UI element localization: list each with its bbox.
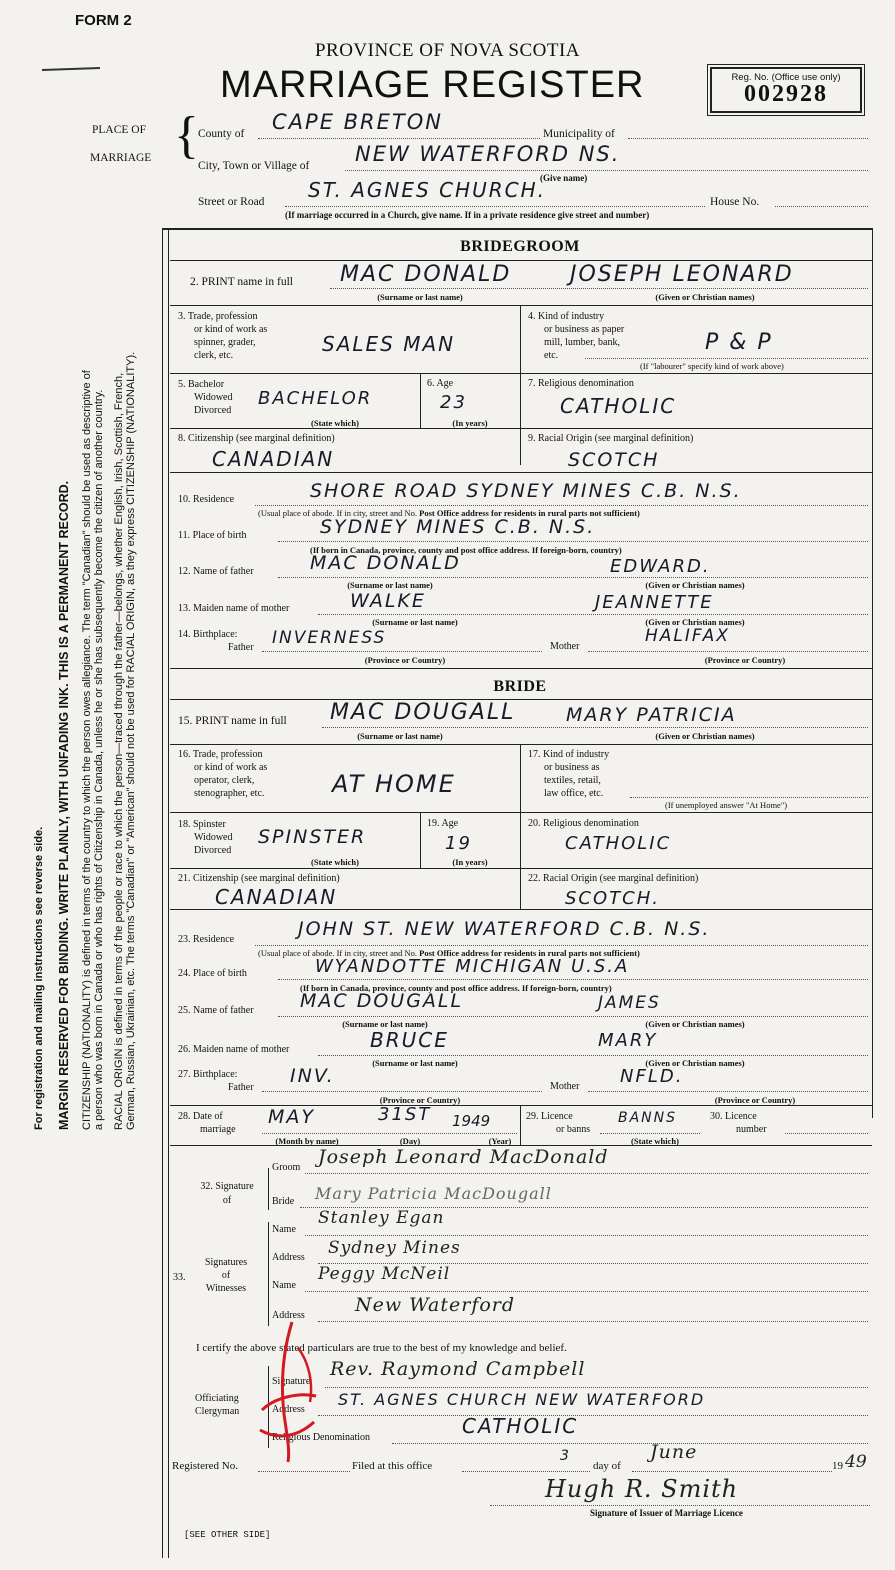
city-value: NEW WATERFORD NS. [355,142,621,166]
bride-father-label: 25. Name of father [178,1005,254,1016]
sig32-l2: of [222,1195,232,1206]
rule [268,1222,269,1326]
rule [170,373,872,374]
bride-industry-label [528,748,609,800]
rule [170,305,872,306]
groom-status: BACHELOR [258,388,373,409]
clergy-addr-label: Address [272,1404,305,1415]
bride-industry-l2: or business as [544,762,600,773]
groom-mother-given: JEANNETTE [595,592,714,613]
bride-birthplace: WYANDOTTE MICHIGAN U.S.A [315,956,630,977]
w2-addr-label: Address [272,1310,305,1321]
bride-status-l1: 18. Spinster [178,819,226,830]
groom-status-l2: Widowed [194,392,233,403]
bride-industry-l3: textiles, retail, [544,775,601,786]
groom-sig-label: Groom [272,1162,301,1173]
rule [170,428,872,429]
municipality-line [628,138,868,139]
groom-father-given: EDWARD. [610,556,711,577]
groom-bp-mother: HALIFAX [645,626,730,646]
sig32-label [192,1180,262,1208]
bride-bp-father-label: Father [228,1082,254,1093]
marriage-month: MAY [268,1106,315,1128]
bride-heading: BRIDE [493,678,547,695]
rule [170,260,872,261]
frame-left-inner [168,228,169,1558]
registered-label: Registered No. [172,1460,238,1472]
issuer-caption: Signature of Issuer of Marriage Licence [590,1508,743,1518]
bride-bp-father-line [262,1091,542,1092]
bride-bp-mother-label: Mother [550,1081,580,1092]
house-no-label: House No. [710,196,760,208]
off-l1: Officiating [195,1393,239,1404]
groom-residence-label: 10. Residence [178,494,235,505]
bride-age-caption: (In years) [452,857,488,867]
bride-birthplace-line [278,979,868,980]
bride-citizenship: CANADIAN [215,885,338,909]
witness1-name: Stanley Egan [318,1208,445,1228]
bride-trade-l2: or kind of work as [194,762,268,773]
rule [170,472,872,473]
bride-racial: SCOTCH. [565,888,660,909]
groom-surname-caption: (Surname or last name) [377,292,463,302]
form-label: FORM 2 [75,12,132,29]
marriage-year: 1949 [452,1112,491,1130]
bride-trade: AT HOME [332,770,456,798]
groom-religion-label: 7. Religious denomination [528,378,634,389]
w2-name-label: Name [272,1280,296,1291]
filed-year: 49 [845,1452,867,1472]
bride-surname: MAC DOUGALL [330,700,516,725]
groom-mother-surname: WALKE [350,590,426,612]
frame-left-outer [162,228,163,1558]
groom-status-l3: Divorced [194,405,232,416]
bride-bp-label [178,1068,254,1094]
street-label: Street or Road [198,196,265,208]
wit-l1: Signatures [204,1257,248,1268]
filed-line [462,1471,590,1472]
sidebar-line-2: MARGIN RESERVED FOR BINDING. WRITE PLAINLY, WITH UNFADING INK. THIS IS A PERMANENT RECORD. [57,480,71,1130]
city-label: City, Town or Village of [198,160,310,172]
frame-right [872,228,873,1118]
bride-surname-cap: (Surname or last name) [357,731,443,741]
month-cap: (Month by name) [275,1136,339,1146]
rule [170,699,872,700]
street-note: (If marriage occurred in a Church, give name. If in a private residence give street and number) [285,210,650,220]
street-value: ST. AGNES CHURCH. [308,178,546,202]
groom-bp-mother-label: Mother [550,641,580,652]
city-line [345,170,868,171]
bride-bp-l1: 27. Birthplace: [178,1069,238,1080]
w1-name-label: Name [272,1224,296,1235]
street-line [285,206,705,207]
bride-given-cap: (Given or Christian names) [655,731,755,741]
groom-trade: SALES MAN [322,332,456,356]
date-line [262,1133,517,1134]
rule [170,909,872,910]
day-cap: (Day) [399,1136,421,1146]
page-title: MARRIAGE REGISTER [220,64,645,106]
bride-residence-note-a: (Usual place of abode. If in city, street and No. [258,948,418,958]
groom-bp-mother-cap: (Province or Country) [704,655,786,665]
day-of-label: day of [593,1460,621,1472]
clergy-rel-label: Religious Denomination [272,1432,371,1443]
bride-citizenship-label: 21. Citizenship (see marginal definition) [178,873,340,884]
bride-mother-surname: BRUCE [370,1028,449,1052]
groom-trade-label [178,310,267,362]
municipality-label: Municipality of [543,128,615,140]
bride-residence-note-b: Post Office address for residents in rural parts not sufficient) [419,948,640,958]
date-label [178,1110,236,1136]
groom-citizenship: CANADIAN [212,447,335,471]
rule [170,812,872,813]
groom-racial: SCOTCH [568,449,660,471]
wit-l3: Witnesses [205,1283,247,1294]
w1-addr-label: Address [272,1252,305,1263]
groom-signature: Joseph Leonard MacDonald [318,1146,609,1168]
groom-industry: P & P [705,330,773,355]
bride-trade-l1: 16. Trade, profession [178,749,263,760]
bride-residence-line [255,945,868,946]
groom-father-surname: MAC DONALD [310,552,461,574]
brace: { [174,107,199,164]
bride-father-line [278,1016,868,1017]
groom-residence: SHORE ROAD SYDNEY MINES C.B. N.S. [310,480,742,502]
clergy-rel-line [392,1443,868,1444]
clergy-address: ST. AGNES CHURCH NEW WATERFORD [338,1390,706,1409]
issuer-signature: Hugh R. Smith [545,1475,739,1503]
bride-trade-l4: stenographer, etc. [194,788,265,799]
bride-status: SPINSTER [258,826,367,848]
sidebar-line-4: a person who was born in Canada or who has rights of Citizenship in Canada, unless he or she has subsequently become the citizen of another country. [93,389,105,1130]
sidebar-instructions [25,130,137,1130]
wit-num: 33. [173,1272,186,1283]
county-label: County of [198,128,245,140]
bride-mother-given: MARY [598,1030,658,1051]
groom-trade-l4: clerk, etc. [194,350,234,361]
rule [420,812,421,868]
groom-trade-l3: spinner, grader, [194,337,256,348]
bride-status-label [178,818,232,857]
clergy-sig-line [325,1387,868,1388]
groom-bp-label [178,628,254,654]
bride-trade-l3: operator, clerk, [194,775,255,786]
county-line [258,138,540,139]
bride-mother-given-cap: (Given or Christian names) [645,1058,745,1068]
w2-name-line [305,1291,868,1292]
bride-trade-label [178,748,267,800]
groom-industry-label [528,310,624,362]
filed-month: June [650,1441,698,1463]
bride-birthplace-label: 24. Place of birth [178,968,247,979]
see-other-side: [SEE OTHER SIDE] [184,1530,271,1540]
sidebar-line-5: RACIAL ORIGIN is defined in terms of the people or race to which the person—traced through the father—belongs, whether English, Irish, Scottish, French, [113,372,125,1130]
rule [268,1168,269,1210]
groom-mother-line [318,614,868,615]
registered-line [258,1471,350,1472]
groom-birthplace-label: 11. Place of birth [178,530,247,541]
licence-number-line [785,1133,868,1134]
w1-name-line [305,1235,868,1236]
groom-bp-father-cap: (Province or Country) [364,655,446,665]
bridegroom-heading: BRIDEGROOM [460,238,580,255]
bride-industry-l4: law office, etc. [544,788,604,799]
groom-birthplace-line [278,541,868,542]
rule [170,744,872,745]
groom-racial-label: 9. Racial Origin (see marginal definition) [528,433,694,444]
groom-age: 23 [440,392,467,413]
bride-father-surname-cap: (Surname or last name) [342,1019,428,1029]
groom-industry-l2: or business as paper [544,324,625,335]
bride-residence-label: 23. Residence [178,934,235,945]
officiating-label [195,1392,239,1418]
groom-name-line [330,288,868,289]
house-no-line [775,206,868,207]
bride-sig-label: Bride [272,1196,295,1207]
marriage-day: 31ST [378,1104,432,1125]
groom-father-line [278,577,868,578]
groom-birthplace-note: (If born in Canada, province, county and post office address. If foreign-born, country) [310,545,622,555]
reg-no-box [710,67,862,113]
bride-father-given: JAMES [598,993,661,1013]
groom-given-caption: (Given or Christian names) [655,292,755,302]
residence-note-b: Post Office address for residents in rural parts not sufficient) [419,508,640,518]
groom-bp-mother-line [588,651,868,652]
groom-bp-father-line [262,651,542,652]
clergy-sig-label: Signature [272,1376,311,1387]
groom-industry-l1: 4. Kind of industry [528,311,605,322]
red-check-mark [254,1318,334,1468]
groom-trade-l2: or kind of work as [194,324,268,335]
bride-father-given-cap: (Given or Christian names) [645,1019,745,1029]
groom-citizenship-label: 8. Citizenship (see marginal definition) [178,433,335,444]
rule [520,744,521,909]
groom-father-surname-cap: (Surname or last name) [347,580,433,590]
groom-religion: CATHOLIC [560,394,677,418]
sidebar-line-6: German, Russian, Ukrainian, etc. The terms "Canadian" or "American" should not be used for RACIAL ORIGIN, as they express CITIZENSHIP (NATIONALITY). [125,351,137,1130]
groom-mother-label: 13. Maiden name of mother [178,603,290,614]
bride-mother-label: 26. Maiden name of mother [178,1044,290,1055]
frame-top [162,228,872,230]
witnesses-label [190,1256,262,1295]
clergy-addr-line [318,1415,868,1416]
filed-day: 3 [560,1448,571,1464]
certify-text: I certify the above stated particulars are true to the best of my knowledge and belief. [196,1342,567,1354]
groom-age-caption: (In years) [452,418,488,428]
groom-name-label: 2. PRINT name in full [190,276,293,288]
bride-mother-line [318,1055,868,1056]
place-of-label: PLACE OF [92,124,146,136]
wit-l2: of [221,1270,231,1281]
sig32-l1: 32. Signature [200,1181,254,1192]
bride-bp-mother-line [588,1091,868,1092]
bride-bp-father-cap: (Province or Country) [379,1095,461,1105]
bride-industry-l1: 17. Kind of industry [528,749,610,760]
licence-label [526,1110,590,1136]
bride-mother-surname-cap: (Surname or last name) [372,1058,458,1068]
groom-status-l1: 5. Bachelor [178,379,225,390]
sidebar-line-3: CITIZENSHIP (NATIONALITY) is defined in terms of the country to which the person owes allegiance. The term "Canadian" should be used as descriptive of [81,370,93,1130]
county-value: CAPE BRETON [272,110,443,134]
bride-birthplace-note: (If born in Canada, province, county and post office address. If foreign-born, country) [300,983,612,993]
licence-value: BANNS [618,1110,678,1126]
bride-father-surname: MAC DOUGALL [300,990,464,1012]
clergy-religion: CATHOLIC [462,1414,579,1438]
groom-father-given-cap: (Given or Christian names) [645,580,745,590]
bride-status-l3: Divorced [194,845,232,856]
groom-bp-father: INVERNESS [272,628,387,648]
off-l2: Clergyman [195,1406,240,1417]
bride-bp-father: INV. [290,1065,335,1087]
rule [170,668,872,669]
bride-industry-line [630,797,868,798]
groom-age-label: 6. Age [427,378,454,389]
reg-no-value: 002928 [744,81,828,107]
groom-trade-l1: 3. Trade, profession [178,311,258,322]
binding-mark [42,67,100,71]
groom-industry-line [585,358,868,359]
date-label-l1: 28. Date of [178,1111,223,1122]
filed-year-prefix: 19 [832,1460,843,1472]
issuer-line [490,1505,870,1506]
groom-birthplace: SYDNEY MINES C.B. N.S. [320,516,596,538]
year-cap: (Year) [488,1136,512,1146]
date-label-l2: marriage [200,1124,236,1135]
reg-no-label: Reg. No. (Office use only) [731,72,841,83]
bride-racial-label: 22. Racial Origin (see marginal definition) [528,873,699,884]
groom-mother-given-cap: (Given or Christian names) [645,617,745,627]
groom-industry-l3: mill, lumber, bank, [544,337,620,348]
give-name-caption: (Give name) [540,173,588,183]
bride-bp-mother-cap: (Province or Country) [714,1095,796,1105]
bride-age-label: 19. Age [427,818,459,829]
witness2-name: Peggy McNeil [318,1264,451,1284]
groom-sig-line [305,1173,868,1174]
bride-religion-label: 20. Religious denomination [528,818,639,829]
groom-mother-surname-cap: (Surname or last name) [372,617,458,627]
licence-line [600,1133,700,1134]
licence-l1: 29. Licence [526,1111,573,1122]
month-line [632,1471,832,1472]
witness1-address: Sydney Mines [328,1238,461,1258]
residence-note-a: (Usual place of abode. If in city, street and No. [258,508,418,518]
bride-given: MARY PATRICIA [566,704,737,726]
bride-industry-note: (If unemployed answer "At Home") [665,800,788,810]
rule [170,868,872,869]
bride-residence: JOHN ST. NEW WATERFORD C.B. N.S. [298,918,711,940]
lic-no-l2: number [736,1124,767,1135]
marriage-word-label: MARRIAGE [90,152,152,164]
rule [520,1105,521,1145]
bride-bp-mother: NFLD. [620,1066,684,1087]
sidebar-line-1: For registration and mailing instructions see reverse side. [33,826,45,1130]
licence-cap: (State which) [631,1136,679,1146]
groom-given: JOSEPH LEONARD [570,262,794,287]
clergy-signature: Rev. Raymond Campbell [330,1358,586,1380]
rule [520,305,521,465]
bride-state-which: (State which) [311,857,359,867]
bride-name-label: 15. PRINT name in full [178,715,287,727]
rule [420,373,421,428]
lic-no-l1: 30. Licence [710,1111,757,1122]
licence-number-label [710,1110,767,1136]
bride-signature: Mary Patricia MacDougall [315,1184,552,1203]
bride-religion: CATHOLIC [565,833,672,854]
bride-status-l2: Widowed [194,832,233,843]
province-title: PROVINCE OF NOVA SCOTIA [314,40,581,61]
groom-surname: MAC DONALD [340,262,512,287]
w2-addr-line [318,1321,868,1322]
groom-residence-line [255,505,868,506]
groom-bp-l1: 14. Birthplace: [178,629,238,640]
groom-industry-note: (If "labourer" specify kind of work above) [640,361,784,371]
witness2-address: New Waterford [355,1294,516,1316]
bride-age: 19 [445,833,472,854]
filed-label: Filed at this office [352,1460,433,1472]
licence-l2: or banns [556,1124,591,1135]
groom-industry-l4: etc. [544,350,559,361]
groom-state-which: (State which) [311,418,359,428]
groom-father-label: 12. Name of father [178,566,254,577]
groom-bp-father-label: Father [228,642,254,653]
groom-status-label [178,378,232,417]
bride-name-line [322,727,868,728]
